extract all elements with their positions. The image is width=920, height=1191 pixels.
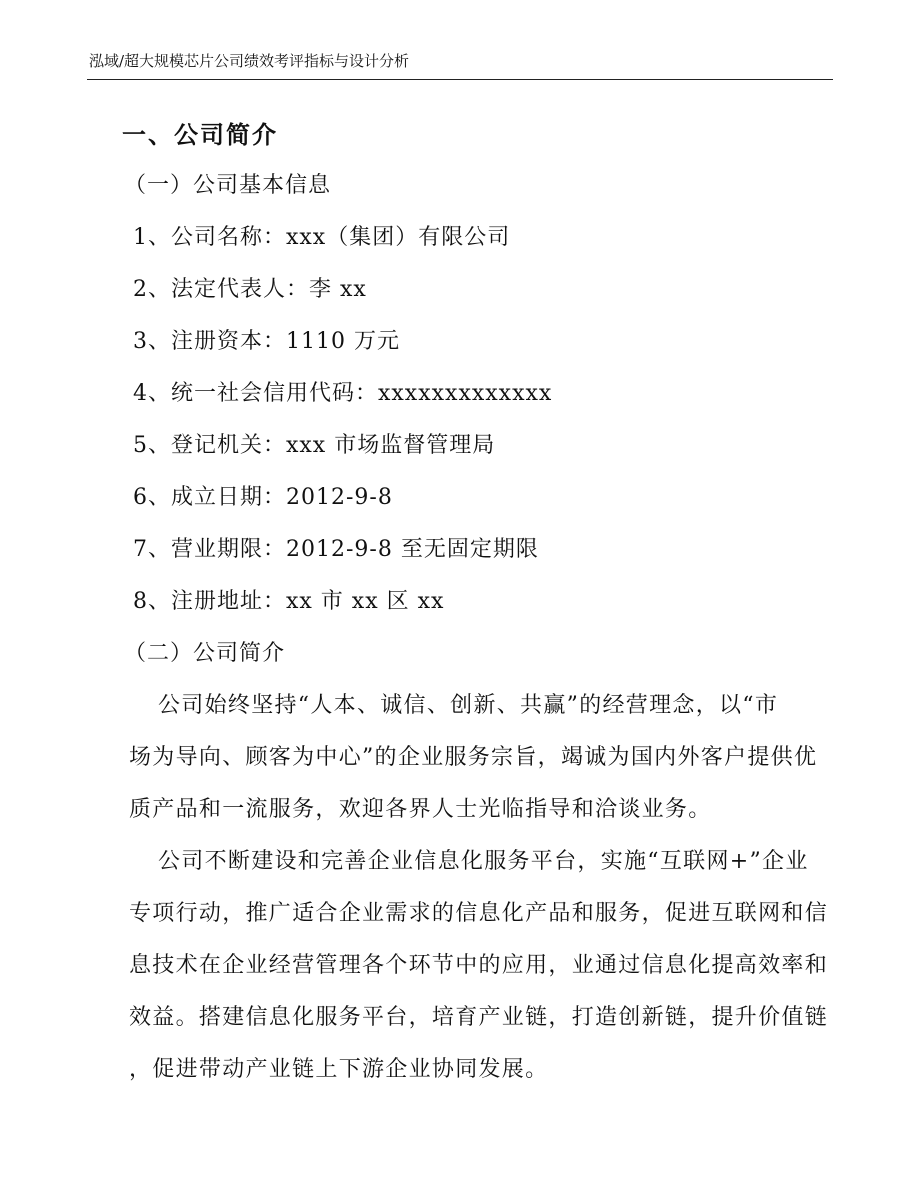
subsection-title-basic-info: （一）公司基本信息 [124,173,332,198]
info-item-established-date: 6、成立日期：2012-9-8 [133,485,393,510]
section-title: 一、公司简介 [122,120,278,149]
paragraph-line: 场为导向、顾客为中心”的企业服务宗旨，竭诚为国内外客户提供优 [129,745,818,770]
header-divider [87,79,833,80]
info-item-registered-address: 8、注册地址：xx 市 xx 区 xx [133,589,445,614]
info-item-business-term: 7、营业期限：2012-9-8 至无固定期限 [133,537,539,562]
paragraph-line: 息技术在企业经营管理各个环节中的应用，业通过信息化提高效率和 [129,953,829,978]
profile-paragraph-2 [129,836,829,1096]
paragraph-line: 质产品和一流服务，欢迎各界人士光临指导和洽谈业务。 [129,797,712,822]
paragraph-line: 公司始终坚持“人本、诚信、创新、共赢”的经营理念，以“市 [158,693,779,718]
running-header: 泓域/超大规模芯片公司绩效考评指标与设计分析 [89,52,410,70]
subsection-title-company-profile: （二）公司简介 [124,641,286,666]
paragraph-line: 专项行动，推广适合企业需求的信息化产品和服务，促进互联网和信 [129,901,829,926]
paragraph-line: 公司不断建设和完善企业信息化服务平台，实施“互联网+”企业 [158,849,809,874]
info-item-company-name: 1、公司名称：xxx（集团）有限公司 [133,225,511,250]
info-item-legal-representative: 2、法定代表人：李 xx [133,277,367,302]
paragraph-line: ，促进带动产业链上下游企业协同发展。 [129,1057,549,1082]
info-item-registration-authority: 5、登记机关：xxx 市场监督管理局 [133,433,496,458]
info-item-registered-capital: 3、注册资本：1110 万元 [133,329,400,354]
paragraph-line: 效益。搭建信息化服务平台，培育产业链，打造创新链，提升价值链 [129,1005,829,1030]
profile-paragraph-1 [129,680,829,836]
info-item-credit-code: 4、统一社会信用代码：xxxxxxxxxxxxx [133,381,553,406]
